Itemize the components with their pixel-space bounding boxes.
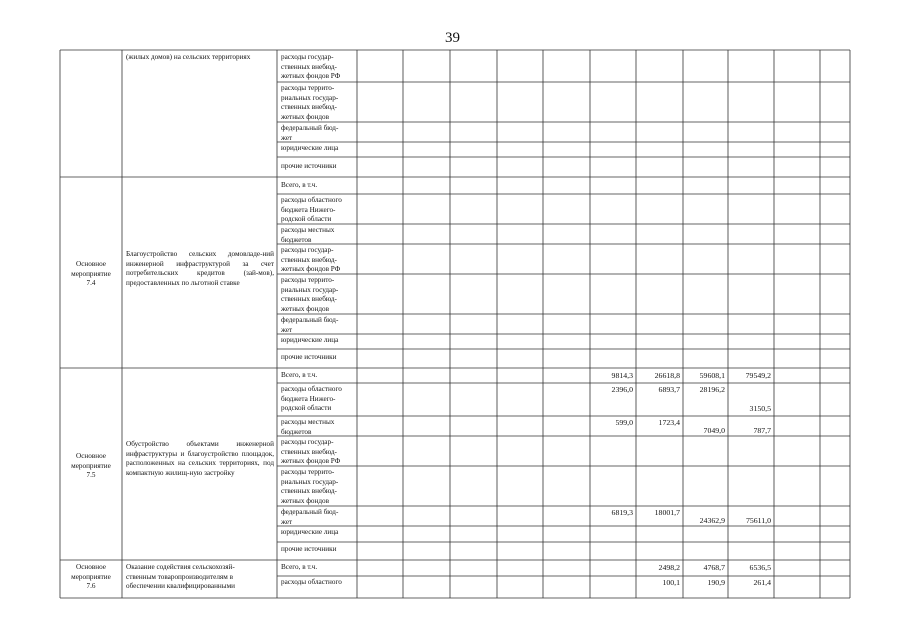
source-label-total: Всего, в т.ч.: [281, 371, 318, 379]
source-label-federal: федеральный бюд- жет: [281, 316, 339, 334]
top-block-description: (жилых домов) на сельских территориях: [126, 53, 251, 61]
value-cell: 190,9: [707, 578, 725, 587]
value-cell: 6893,7: [658, 385, 680, 394]
source-label-territorial-funds: расходы террито- риальных государ- ственных внебюд- жетных фондов: [281, 468, 339, 505]
source-label-other: прочие источники: [281, 545, 337, 553]
value-cell: 599,0: [615, 418, 633, 427]
source-label-total: Всего, в т.ч.: [281, 181, 318, 189]
value-cell: 24362,9: [699, 516, 725, 525]
value-cell: 28196,2: [699, 385, 725, 394]
value-cell: 1723,4: [658, 418, 680, 427]
source-label-territorial-funds: расходы террито- риальных государ- ственных внебюд- жетных фондов: [281, 84, 339, 121]
source-label-regional: расходы областного бюджета Нижего- родской области: [281, 385, 342, 413]
source-label-extrabudget-rf: расходы государ- ственных внебюд- жетных фондов РФ: [281, 53, 341, 81]
value-cell: 4768,7: [703, 563, 725, 572]
source-label-other: прочие источники: [281, 162, 337, 170]
value-cell: 2498,2: [658, 563, 680, 572]
measure-description-7-6: Оказание содействия сельскохозяй- ственным товаропроизводителям в обеспечении квалифицированными: [126, 563, 235, 591]
source-label-legal-entities: юридические лица: [281, 144, 339, 152]
source-label-local: расходы местных бюджетов: [281, 226, 335, 244]
value-cell: 100,1: [662, 578, 680, 587]
source-label-territorial-funds: расходы террито- риальных государ- ственных внебюд- жетных фондов: [281, 276, 339, 313]
source-label-extrabudget-rf: расходы государ- ственных внебюд- жетных фондов РФ: [281, 246, 341, 274]
value-cell: 59608,1: [699, 371, 725, 380]
source-label-local: расходы местных бюджетов: [281, 418, 335, 436]
source-label-federal: федеральный бюд- жет: [281, 508, 339, 526]
page-number: 39: [445, 30, 460, 46]
measure-code-7-4: Основное мероприятие 7.4: [71, 260, 111, 288]
value-cell: 261,4: [753, 578, 771, 587]
measure-description-7-4: Благоустройство сельских домовладе-ний инженерной инфраструктурой за счет потребительских кредитов (зай-мов), предоставленных по льготной ставке: [126, 250, 274, 287]
measure-code-7-5: Основное мероприятие 7.5: [71, 452, 111, 480]
source-label-regional: расходы областного бюджета Нижего- родской области: [281, 196, 342, 224]
value-cell: 7049,0: [703, 426, 725, 435]
measure-description-7-5: Обустройство объектами инженерной инфраструктуры и благоустройство площадок, расположенных на сельских территориях, под компактную жилищ-ную застройку: [126, 440, 274, 477]
source-label-legal-entities: юридические лица: [281, 336, 339, 344]
source-label-extrabudget-rf: расходы государ- ственных внебюд- жетных фондов РФ: [281, 438, 341, 466]
source-label-total: Всего, в т.ч.: [281, 563, 318, 571]
value-cell: 26618,8: [654, 371, 680, 380]
value-cell: 3150,5: [749, 404, 771, 413]
source-label-regional: расходы областного: [281, 578, 342, 586]
value-cell: 787,7: [753, 426, 771, 435]
value-cell: 18001,7: [654, 508, 680, 517]
value-cell: 75611,0: [745, 516, 771, 525]
value-cell: 2396,0: [611, 385, 633, 394]
source-label-other: прочие источники: [281, 353, 337, 361]
value-cell: 6536,5: [749, 563, 771, 572]
source-label-legal-entities: юридические лица: [281, 528, 339, 536]
source-label-federal: федеральный бюд- жет: [281, 124, 339, 142]
value-cell: 6819,3: [611, 508, 633, 517]
value-cell: 79549,2: [745, 371, 771, 380]
value-cell: 9814,3: [611, 371, 633, 380]
measure-code-7-6: Основное мероприятие 7.6: [71, 563, 111, 591]
